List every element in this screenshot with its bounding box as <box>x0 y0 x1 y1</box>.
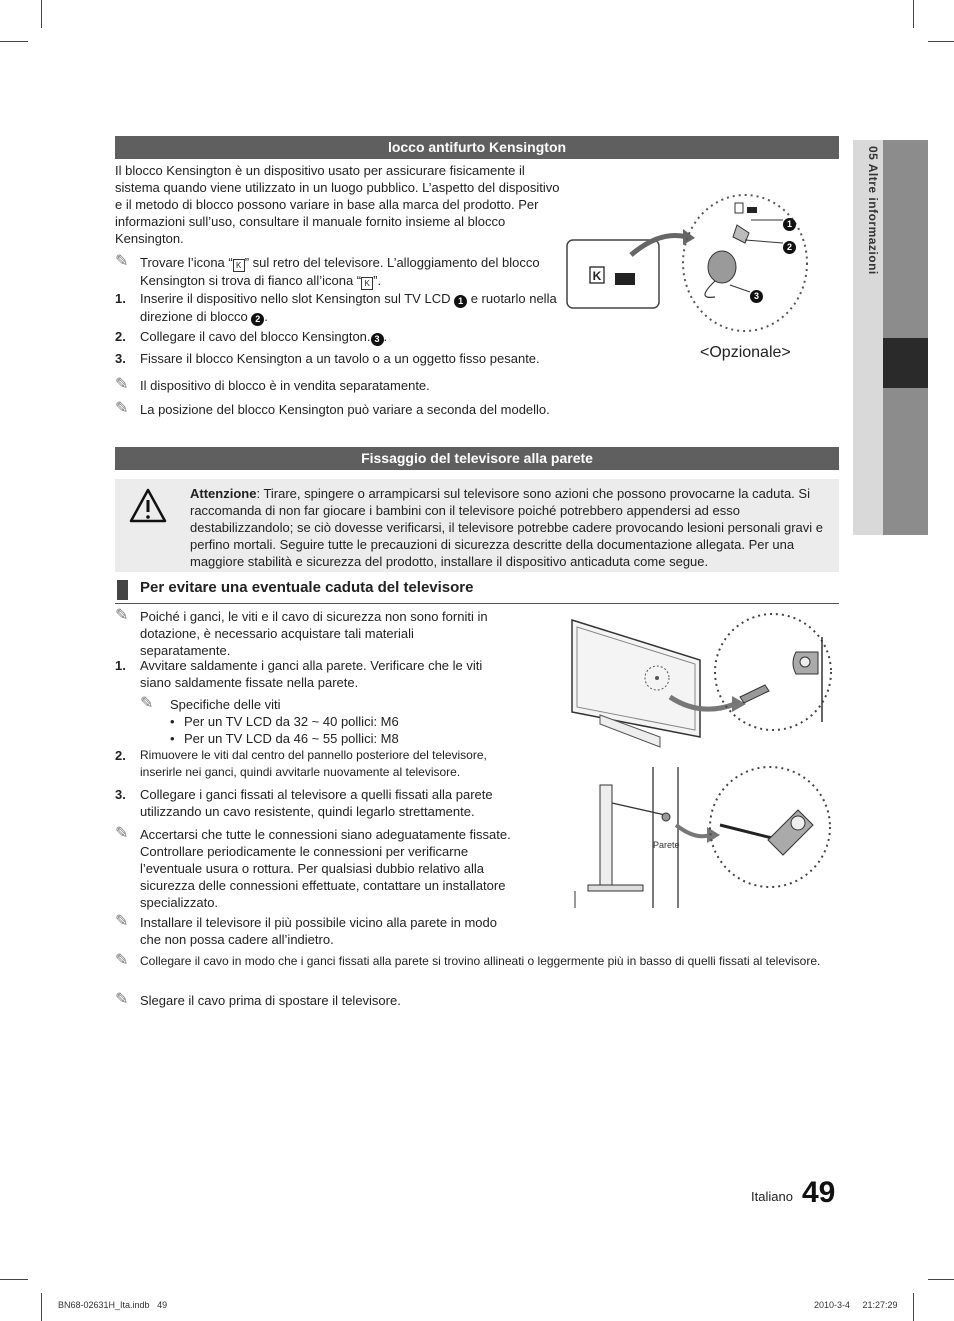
warning-triangle-icon <box>128 487 168 525</box>
sub-heading <box>115 577 839 604</box>
svg-text:K: K <box>592 269 602 283</box>
crop-mark <box>0 41 28 42</box>
heading-marker <box>117 580 128 600</box>
tv-side-profile <box>600 785 612 890</box>
page-number: 49 <box>802 1176 836 1209</box>
note-pencil-icon: ✎ <box>115 400 129 417</box>
step-number: 3. <box>115 787 126 802</box>
warning-text: Attenzione: Tirare, spingere o arrampicarsi sul televisore sono azioni che possono provocarne la caduta. Si raccomanda di non far giocare i bambini con il televisore poiché potrebbero appendersi ad esso destabilizzandolo; se ciò dovesse verificarsi, il televisore potrebbe cadere provocando lesioni personali gravi e perfino mortali. Seguire tutte le precauzioni di sicurezza descritte della documentazione allegata. Per una maggiore stabilità e sicurezza del prodotto, installare il dispositivo anticaduta come segue. <box>190 486 824 569</box>
step-number: 2. <box>115 748 126 763</box>
crop-mark <box>928 41 954 42</box>
note-pencil-icon: ✎ <box>115 913 129 930</box>
sidebar-tab-active <box>883 338 928 388</box>
step-number: 1. <box>115 291 126 306</box>
k-mark-small-icon <box>735 203 743 213</box>
wall-label: Parete <box>653 840 680 850</box>
wall-note-2: Accertarsi che tutte le connessioni siano adeguatamente fissate. Controllare periodicamente le connessioni per verificarne l’eventuale usura o rottura. Per qualsiasi dubbio relativo alla sicurezza delle connessioni effettuate, contattare un installatore specializzato. <box>140 827 511 910</box>
kensington-note-1: Trovare l’icona “ K ” sul retro del televisore. L’alloggiamento del blocco Kensington si trova di fianco all’icona “ K ”. <box>140 255 540 288</box>
wall-step-1: Avvitare saldamente i ganci alla parete. Verificare che le viti siano saldamente fissate nella parete. <box>140 658 483 690</box>
kensington-step-1: Inserire il dispositivo nello slot Kensington sul TV LCD 1 e ruotarlo nella direzione di blocco 2 . <box>140 291 557 324</box>
footer-date-info: 2010-3-4 21:27:29 <box>814 1300 898 1310</box>
kensington-k-icon: K <box>233 259 245 272</box>
screw-spec-item: Per un TV LCD da 46 ~ 55 pollici: M8 <box>184 731 399 746</box>
kensington-intro: Il blocco Kensington è un dispositivo usato per assicurare fisicamente il sistema quando viene utilizzato in un luogo pubblico. L’aspetto del dispositivo e il metodo di blocco possono variare in base alla marca del prodotto. Per informazioni sull’uso, consultare il manuale fornito insieme al blocco Kensington. <box>115 163 560 246</box>
kensington-illustration <box>565 185 830 335</box>
step-number: 3. <box>115 351 126 366</box>
callout-3-icon: 3 <box>750 285 763 303</box>
note-pencil-icon: ✎ <box>115 991 129 1008</box>
callout-3-icon: 3 <box>371 333 384 346</box>
kensington-slot-icon <box>615 273 635 285</box>
screw-spec-title: Specifiche delle viti <box>170 697 281 712</box>
note-pencil-icon: ✎ <box>115 376 129 393</box>
wall-step-2: Rimuovere le viti dal centro del pannello posteriore del televisore, inserirle nei ganci, quindi avvitarle nuovamente al televisore. <box>140 748 487 779</box>
wall-note-1: Poiché i ganci, le viti e il cavo di sicurezza non sono forniti in dotazione, è necessario acquistare tali materiali separatamente. <box>140 609 488 658</box>
tv-back-panel <box>567 240 659 308</box>
callout-1-icon: 1 <box>783 213 796 231</box>
wall-note-5: Slegare il cavo prima di spostare il televisore. <box>140 993 401 1008</box>
kensington-step-2: Collegare il cavo del blocco Kensington. 3 . <box>140 329 388 344</box>
note-pencil-icon: ✎ <box>115 825 129 842</box>
screw-spec-item: Per un TV LCD da 32 ~ 40 pollici: M6 <box>184 714 399 729</box>
tv-wall-illustration <box>570 765 835 910</box>
crop-mark <box>913 0 914 28</box>
footer-file-info: BN68-02631H_Ita.indb 49 <box>58 1300 168 1310</box>
optional-label: <Opzionale> <box>700 344 791 361</box>
note-pencil-icon: ✎ <box>115 253 129 270</box>
note-pencil-icon: ✎ <box>115 952 129 969</box>
tv-hook-icon <box>768 810 813 855</box>
kensington-k-icon: K <box>361 277 373 290</box>
bullet-icon: • <box>170 714 175 729</box>
crop-mark <box>913 1293 914 1321</box>
screw-icon <box>740 685 769 703</box>
bullet-icon: • <box>170 731 175 746</box>
crop-mark <box>928 1279 954 1280</box>
pointer-arrow-icon <box>676 825 710 836</box>
note-pencil-icon: ✎ <box>140 695 154 712</box>
sub-heading-title: Per evitare una eventuale caduta del televisore <box>140 579 474 596</box>
step-number: 2. <box>115 329 126 344</box>
wall-note-3: Installare il televisore il più possibile vicino alla parete in modo che non possa cadere all’indietro. <box>140 915 497 947</box>
kensington-note-3: La posizione del blocco Kensington può variare a seconda del modello. <box>140 402 550 417</box>
callout-1-icon: 1 <box>454 295 467 308</box>
crop-mark <box>41 1293 42 1321</box>
lock-body-icon <box>708 251 736 283</box>
lock-cable-icon <box>705 281 715 297</box>
wall-note-4: Collegare il cavo in modo che i ganci fissati alla parete si trovino allineati o leggermente più in basso di quelli fissati al televisore. <box>140 954 821 968</box>
footer-language: Italiano <box>751 1189 793 1204</box>
note-pencil-icon: ✎ <box>115 607 129 624</box>
wall-step-3: Collegare i ganci fissati al televisore a quelli fissati alla parete utilizzando un cavo resistente, quindi legarlo strettamente. <box>140 787 493 819</box>
callout-2-icon: 2 <box>783 236 796 254</box>
crop-mark <box>41 0 42 28</box>
kensington-note-2: Il dispositivo di blocco è in vendita separatamente. <box>140 378 430 393</box>
wall-section-title: Fissaggio del televisore alla parete <box>115 447 839 470</box>
callout-2-icon: 2 <box>251 313 264 326</box>
tv-rear-illustration <box>560 612 835 752</box>
sidebar-chapter-label: 05 Altre informazioni <box>866 146 880 275</box>
tv-back-outline <box>572 620 700 737</box>
kensington-section-title: locco antifurto Kensington <box>115 136 839 159</box>
crop-mark <box>0 1279 28 1280</box>
step-number: 1. <box>115 658 126 673</box>
kensington-step-3: Fissare il blocco Kensington a un tavolo o a un oggetto fisso pesante. <box>140 351 540 366</box>
